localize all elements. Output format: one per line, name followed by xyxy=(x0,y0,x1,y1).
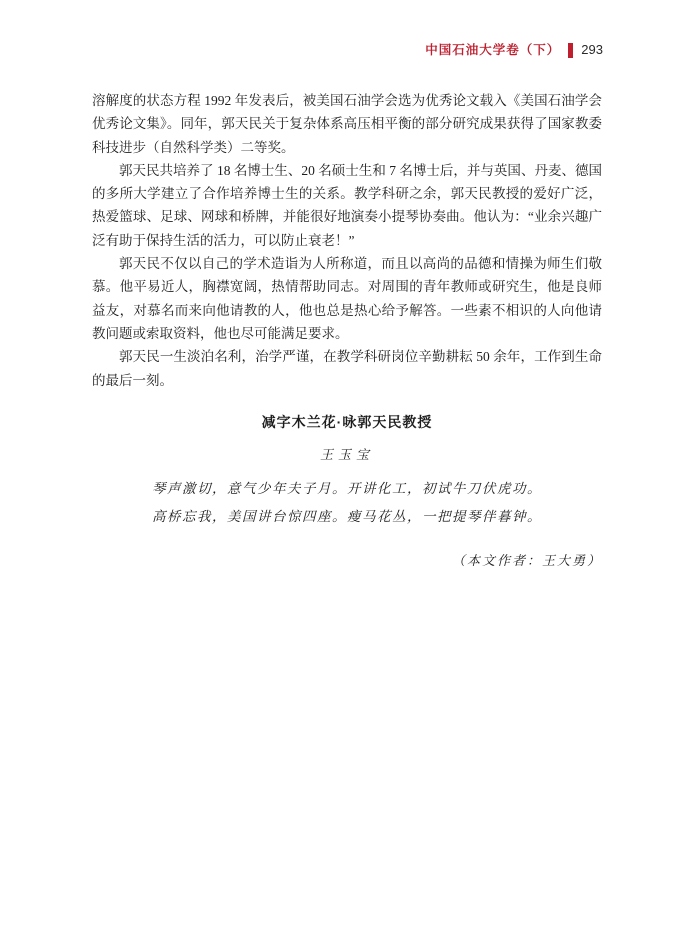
paragraph: 郭天民不仅以自己的学术造诣为人所称道，而且以高尚的品德和情操为师生们敬慕。他平易近人，胸襟宽阔，热情帮助同志。对周围的青年教师或研究生，他是良师益友，对慕名而来向他请教的人，他也总是热心给予解答。一些素不相识的人向他请教问题或索取资料，他也尽可能满足要求。 xyxy=(92,256,602,341)
running-head-title: 中国石油大学卷（下） xyxy=(425,43,561,57)
poem-line: 琴声激切，意气少年夫子月。开讲化工，初试牛刀伏虎功。 xyxy=(152,480,542,496)
paragraph: 郭天民一生淡泊名利，治学严谨，在教学科研岗位辛勤耕耘 50 余年，工作到生命的最后一刻。 xyxy=(92,349,602,388)
poem-title: 减字木兰花·咏郭天民教授 xyxy=(261,413,433,430)
poem-line: 高桥忘我，美国讲台惊四座。瘦马花丛，一把提琴伴暮钟。 xyxy=(152,508,542,524)
author-attribution: （本文作者：王大勇） xyxy=(451,552,602,568)
poem-author: 王玉宝 xyxy=(319,446,374,462)
page-number: 293 xyxy=(581,42,603,57)
page-header xyxy=(425,41,603,59)
header-divider-bar xyxy=(568,43,573,58)
paragraph-continuation: 溶解度的状态方程 1992 年发表后，被美国石油学会选为优秀论文载入《美国石油学会优秀论文集》。同年，郭天民关于复杂体系高压相平衡的部分研究成果获得了国家教委科技进步（自然科学类）二等奖。 xyxy=(92,93,602,155)
page-body xyxy=(92,89,602,571)
paragraph: 郭天民共培养了 18 名博士生、20 名硕士生和 7 名博士后，并与英国、丹麦、德国的多所大学建立了合作培养博士生的关系。教学科研之余，郭天民教授的爱好广泛，热爱篮球、足球、网球和桥牌，并能很好地演奏小提琴协奏曲。他认为：“业余兴趣广泛有助于保持生活的活力，可以防止衰老！” xyxy=(92,162,602,248)
